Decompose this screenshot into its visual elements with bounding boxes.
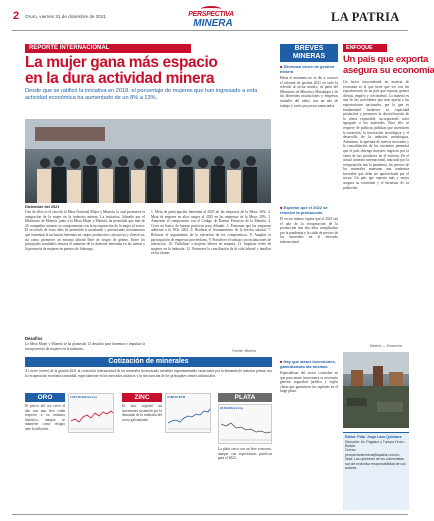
oro-mini-chart [68, 393, 114, 433]
breves-title-line1: BREVES [294, 45, 324, 52]
bullet-icon: ■ [280, 205, 284, 210]
breves-item2-text: El sector minero espera que el 2022 sea el año de la recuperación de la producción tras dos años complicados por la pandemia y la caída de precios de los minerales en el mercado internacional. [280, 217, 338, 244]
zinc-text: El zinc registró un incremento sostenido por la demanda de la industria del acero galvanizado. [122, 404, 162, 422]
main-headline-line1: La mujer gana más espacio [25, 54, 218, 71]
plata-text: La plata cerró con un leve retroceso, aunque con expectativas positivas para el 2022. [218, 447, 272, 461]
editor-box [343, 432, 409, 510]
plata-label: PLATA [218, 393, 272, 402]
logo-bottom-text: MINERA [193, 18, 233, 29]
mining-site-photo [343, 352, 409, 428]
masthead: LA PATRIA [331, 10, 400, 24]
enfoque-body: Un factor trascendental en materia de economía es el que tiene que ver con las exportaciones de un país que exporta, genera divisas, empleo y crecimiento. La minería es una de las actividades que más aporta a las exportaciones nacionales, por lo que es fundamental fortalecer su capacidad productiva y promover la diversificación de la oferta exportable, incorporando valor agregado a los minerales. Para ello se requiere de políticas públicas que incentiven la inversión, la innovación tecnológica y el desarrollo de la industria metalúrgica. Asimismo, la apertura de nuevos mercados y la consolidación de los existentes permitirá que el país obtenga mayores ingresos por la venta de sus productos en el exterior. En el actual contexto internacional, marcado por la recuperación tras la pandemia, los precios de los minerales muestran una tendencia favorable que debe ser aprovechada por el sector. Un país que exporta más y mejor asegura su economía y el bienestar de su población. [343, 80, 409, 190]
footer-divider [12, 514, 408, 515]
cotizacion-intro: Al cierre (cierre) de la gestión 2021 la cotización internacional de los minerales ha mostrado variables experimentando variaciones por la demanda de materias primas tras la recuperación económica mundial, especialmente en los mercados asiáticos y la reactivación de los principales centros industriales. [25, 369, 272, 378]
cotizacion-title: Cotización de minerales [25, 357, 272, 367]
enfoque-credit: Minería — Economía [370, 344, 402, 348]
breves-item3-head [280, 360, 338, 370]
main-body-col1b: La Mesa Mujer y Minería se ha planteado 12 desafíos para fomentar e impulsar la incorporación de mujeres en la industria. [25, 342, 145, 351]
plata-mini-chart [218, 404, 272, 444]
breves-item1-text: Hasta el momento no se dio a conocer el informe de gestión 2021 en todo lo referido al sector minero, de parte del Ministerio de Minería y Metalurgia y de las diferentes instituciones y empresas estatales del rubro, tras un año de trabajo y varios proyectos anunciados. [280, 76, 338, 108]
main-headline-line2: en la dura actividad minera [25, 70, 215, 87]
date-line: Oruro, viernes 31 de diciembre de 2021 [25, 14, 106, 19]
bullet-icon: ■ [280, 359, 284, 364]
editor-line-2: Dirección: Av. Pagador y Tunupa Oruro - Bolivia [345, 439, 406, 448]
oro-label: ORO [25, 393, 65, 402]
breves-item3-text: Especialistas del sector coinciden en que para atraer inversiones es necesario generar seguridad jurídica y reglas claras que garanticen los capitales en el largo plazo. [280, 371, 338, 394]
zinc-label: ZINC [122, 393, 162, 402]
breves-title-line2: MINERAS [292, 53, 326, 60]
enfoque-headline-line1: Un país que exporta [343, 54, 429, 65]
bullet-icon: ■ [280, 64, 284, 69]
zinc-mini-chart [165, 393, 211, 433]
oro-text: El precio del oro cerró el año con una leve caída respecto a su máximo histórico, aunque se mantiene como refugio ante la inflación. [25, 404, 65, 431]
main-deck: Desde que se ratificó la iniciativa en 2018, el porcentaje de mujeres que han ingresado a esta actividad económica ha aumentado de un 8% a 13%. [25, 88, 258, 101]
enfoque-tag: ENFOQUE [343, 44, 387, 52]
main-body-col1: Uno de ellos es el caso de la Mesa Nacional Mujer y Minería, la cual promueve la integración de la mujer en la industria minera. La iniciativa, liderada por el Ministerio de Minería, junto a la Mesa Mujer y Minería, ha permitido que más de 45 compañías mineras se comprometan con la incorporación de la mujer al sector. El recorrido de estos años ha permitido ir instalando y potenciando instrumentos que fomentan la inclusión femenina en cargos productivos, ejecutivos y directivos, así como promover un entorno laboral libre de sesgos de género. Entre los principales resultados destaca el aumento de la dotación femenina en las faenas y la presencia de mujeres en puestos de liderazgo. [25, 210, 145, 251]
breves-item1-head-text: Silencian cierre de gestión minera [280, 64, 335, 74]
section-tag: REPORTE INTERNACIONAL [25, 44, 191, 53]
plata-chart-value: 23,09 $/Onza troy [220, 406, 244, 410]
header-divider [12, 30, 408, 31]
breves-item1-head [280, 65, 338, 75]
enfoque-headline-line2: asegura su economía [343, 65, 434, 76]
breves-item3-head-text: Hay que atraer inversiones, garantizando las mismas [280, 359, 336, 369]
main-list-col2: 1. Meta de participación femenina al 2025 en las empresas de la Mesa: 20%. 2. Meta de mujeres en altos cargos al 2025 en las empresas de la Mesa: 20%. 3. Aumentar el compromiso con el Código de Buenas Prácticas de la Minería. 4. Crear un banco de buenas prácticas para difundir. 5. Fomentar que las empresas adhieran a la NCh 3262. 6. Realizar el levantamiento de la brecha salarial. 7. Reforzar el seguimiento de la ejecución de los compromisos. 8. Ampliar la participación de empresas proveedoras. 9. Fortalecer el trabajo con instituciones de educación. 10. Visibilizar a mujeres líderes en minería. 11. Impulsar redes de mujeres en la industria. 12. Promover la conciliación de la vida laboral y familiar en las faenas. [151, 210, 271, 256]
editor-line-3: Correo: perspectivaminera@lapatria.com.bo [345, 448, 400, 457]
main-photo-women-miners [25, 119, 271, 203]
breves-item2-head-text: Esperan que el 2022 se reactive la producción [280, 205, 328, 215]
oro-chart-value: 1.807,90 $/Onza troy [70, 395, 97, 399]
editor-line-4: Nota: Las opiniones de los columnistas son de exclusiva responsabilidad de sus autores. [345, 457, 406, 470]
breves-item2-head [280, 206, 338, 216]
editor-line-1: Editor: Pdta. Jorge Lazo Quintana [345, 435, 402, 439]
perspectiva-minera-logo [176, 6, 246, 30]
page-number: 2 [13, 10, 20, 22]
zinc-chart-value: 3.588,00 $/TM [167, 395, 186, 399]
breves-header [280, 44, 338, 62]
main-credit: Fuente: Minería [232, 349, 256, 353]
photo-caption: Diciembre del 2021 [25, 205, 60, 209]
logo-top-text: PERSPECTIVA [188, 11, 234, 18]
main-subhead-desafios: Desafíos [25, 336, 43, 341]
